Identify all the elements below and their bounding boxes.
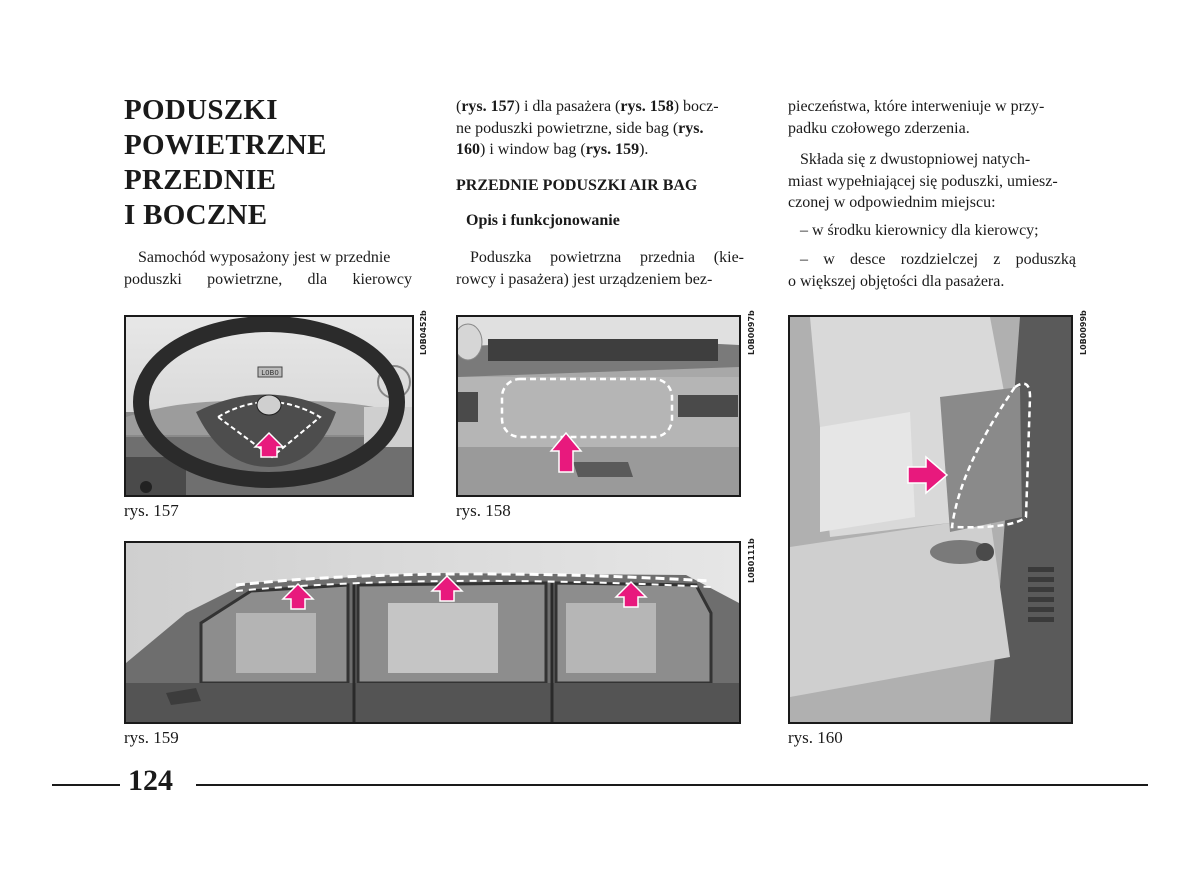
footer-rule-left xyxy=(52,784,120,786)
text-line: – w desce rozdzielczej z poduszką xyxy=(800,251,1076,268)
col3-paragraph-2 xyxy=(788,149,1076,214)
col2-continuation xyxy=(456,96,744,161)
text-line: rowcy i pasażera) jest urządzeniem bez- xyxy=(456,270,713,288)
figure-caption: rys. 158 xyxy=(456,501,511,520)
text-run: ) i dla pasażera ( xyxy=(514,98,621,115)
text-line: pieczeństwa, które interweniuje w przy- xyxy=(788,98,1045,115)
figure-ref: rys. 159 xyxy=(585,141,640,158)
title-line: POWIETRZNE xyxy=(124,129,327,161)
description-paragraph xyxy=(456,247,744,290)
text-line: Składa się z dwustopniowej natych- xyxy=(800,151,1031,168)
footer-rule-right xyxy=(196,784,1148,786)
text-run: ) i window bag ( xyxy=(480,141,586,158)
page-title xyxy=(124,93,424,233)
figure-code: L0B0099b xyxy=(1079,310,1088,355)
figure-caption: rys. 159 xyxy=(124,728,179,747)
section-heading: PRZEDNIE PODUSZKI AIR BAG xyxy=(456,177,698,194)
figure-158-dashboard xyxy=(456,315,741,497)
col3-paragraph-1 xyxy=(788,96,1076,139)
text-line: Samochód wyposażony jest w przednie xyxy=(138,249,391,266)
text-line: (rys. 157) i dla pasażera (rys. 158) bocz- xyxy=(456,98,719,115)
figure-code: L0B0452b xyxy=(419,310,428,355)
figure-159-window-bags xyxy=(124,541,741,724)
title-line: I BOCZNE xyxy=(124,199,268,231)
text-line: padku czołowego zderzenia. xyxy=(788,119,970,137)
figure-ref: 160 xyxy=(456,141,480,158)
figure-ref: rys. 158 xyxy=(620,98,674,115)
text-line: Poduszka powietrzna przednia (kie- xyxy=(470,249,744,266)
figure-code: L0B0097b xyxy=(747,310,756,355)
figure-157-steering-wheel xyxy=(124,315,414,497)
instrument-badge: L0B0 xyxy=(261,369,279,377)
text-line: miast wypełniającej się poduszki, umiesz- xyxy=(788,172,1058,190)
figure-code: L0B0111b xyxy=(747,538,756,583)
text-line xyxy=(456,139,744,161)
subsection-heading: Opis i funkcjonowanie xyxy=(466,212,620,229)
text-line: o większej objętości dla pasażera. xyxy=(788,272,1005,290)
text-line xyxy=(456,118,744,140)
title-line: PODUSZKI xyxy=(124,94,278,126)
intro-paragraph xyxy=(124,247,412,290)
figure-caption: rys. 160 xyxy=(788,728,843,747)
figure-160-seat-side-bag xyxy=(788,315,1073,724)
bullet-item xyxy=(788,249,1076,292)
text-run: ) bocz- xyxy=(673,98,719,115)
text-run: ne poduszki powietrzne, side bag ( xyxy=(456,119,679,137)
bullet-item: – w środku kierownicy dla kierowcy; xyxy=(800,222,1039,239)
title-line: PRZEDNIE xyxy=(124,164,277,196)
text-run: ). xyxy=(639,141,649,158)
page-number: 124 xyxy=(128,764,173,797)
figure-ref: rys. 157 xyxy=(461,98,515,115)
figure-caption: rys. 157 xyxy=(124,501,179,520)
text-line: czonej w odpowiednim miejscu: xyxy=(788,194,996,211)
text-line: poduszki powietrzne, dla kierowcy xyxy=(124,270,412,288)
figure-ref: rys. xyxy=(678,119,704,137)
